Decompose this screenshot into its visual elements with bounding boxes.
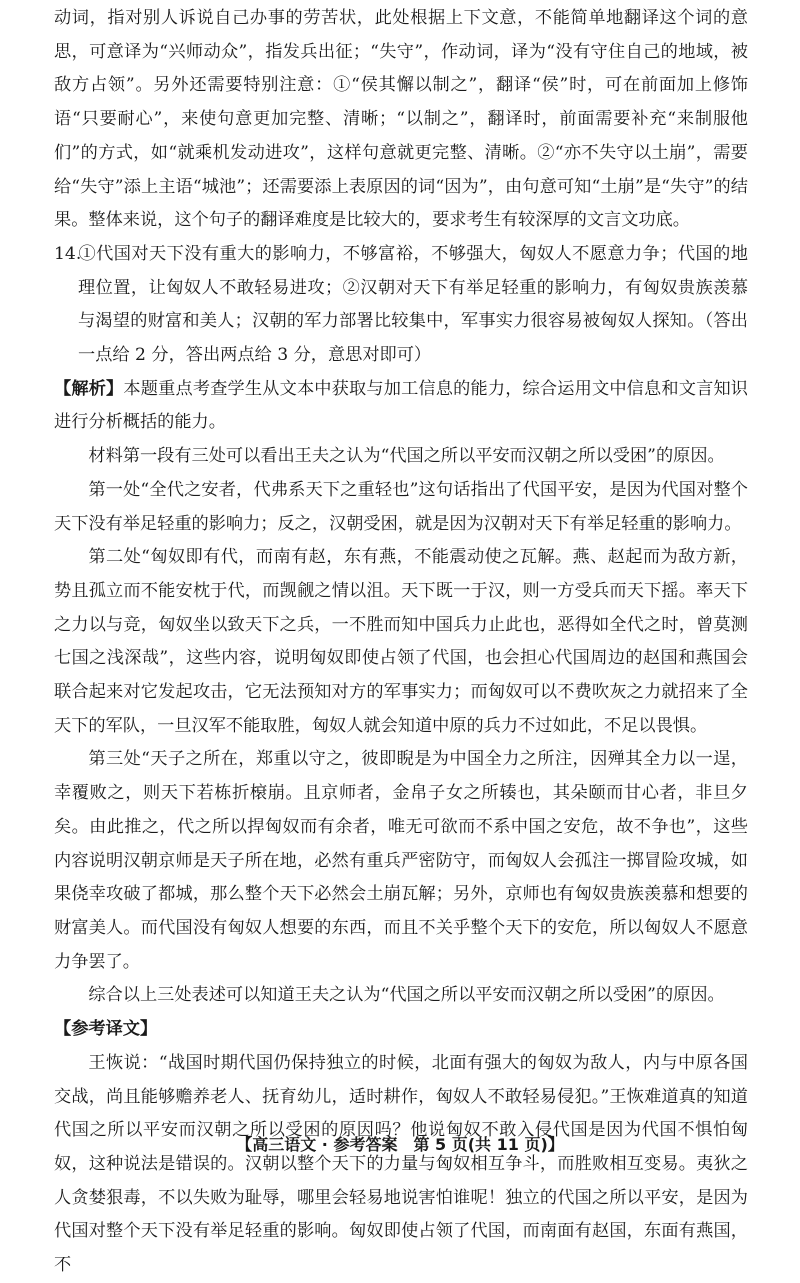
page-content <box>54 2 748 1283</box>
question-14-answer-text: ①代国对天下没有重大的影响力，不够富裕，不够强大，匈奴人不愿意力争；代国的地理位置，让匈奴人不敢轻易进攻；②汉朝对天下有举足轻重的影响力，有匈奴贵族羡慕与渴望的财富和美人；汉朝的军力部署比较集中，军事实力很容易被匈奴人探知。（答出一点给 2 分，答出两点给 3 分，意思对即可） <box>78 243 748 366</box>
analysis-text: 本题重点考查学生从文本中获取与加工信息的能力，综合运用文中信息和文言知识进行分析概括的能力。 <box>54 378 748 433</box>
analysis-label: 【解析】 <box>54 378 124 399</box>
analysis-point-1: 第一处“全代之安者，代弗系天下之重轻也”这句话指出了代国平安，是因为代国对整个天下没有举足轻重的影响力；反之，汉朝受困，就是因为汉朝对天下有举足轻重的影响力。 <box>54 479 748 534</box>
translation-heading <box>54 1013 748 1047</box>
question-number: 14. <box>54 243 82 264</box>
analysis-intro: 材料第一段有三处可以看出王夫之认为“代国之所以平安而汉朝之所以受困”的原因。 <box>88 446 725 467</box>
translation-paragraph: 王恢说：“战国时期代国仍保持独立的时候，北面有强大的匈奴为敌人，内与中原各国交战，尚且能够赡养老人、抚育幼儿，适时耕作，匈奴人不敢轻易侵犯。”王恢难道真的知道代国之所以平安而汉朝之所以受困的原因吗？他说匈奴不敢入侵代国是因为代国不惧怕匈奴，这种说法是错误的。汉朝以整个天下的力量与匈奴相互争斗，而胜败相互变易。夷狄之人贪婪狠毒，不以失败为耻辱，哪里会轻易地说害怕谁呢！独立的代国之所以平安，是因为代国对整个天下没有举足轻重的影响。匈奴即使占领了代国，而南面有赵国，东面有燕国，不 <box>54 1052 748 1276</box>
translation-label: 【参考译文】 <box>54 1019 158 1040</box>
analysis-paragraph <box>54 373 748 440</box>
question-14-answer <box>54 238 748 373</box>
analysis-point-3: 第三处“天子之所在，郑重以守之，彼即睨是为中国全力之所注，因殚其全力以一逞，幸覆败之，则天下若栋折榱崩。且京师者，金帛子女之所辏也，其朵颐而甘心者，非旦夕矣。由此推之，代之所以捍匈奴而有余者，唯无可欲而不系中国之安危，故不争也”，这些内容说明汉朝京师是天子所在地，必然有重兵严密防守，而匈奴人会孤注一掷冒险攻城，如果侥幸攻破了都城，那么整个天下必然会土崩瓦解；另外，京师也有匈奴贵族羡慕和想要的财富美人。而代国没有匈奴人想要的东西，而且不关乎整个天下的安危，所以匈奴人不愿意力争罢了。 <box>54 749 748 972</box>
page-footer: 【高三语文 · 参考答案 第 5 页(共 11 页)】 <box>236 1135 564 1154</box>
analysis-summary: 综合以上三处表述可以知道王夫之认为“代国之所以平安而汉朝之所以受困”的原因。 <box>88 985 725 1006</box>
analysis-point-2: 第二处“匈奴即有代，而南有赵，东有燕，不能震动使之瓦解。燕、赵起而为敌方新，势且孤立而不能安枕于代，而觊觎之情以沮。天下既一于汉，则一方受兵而天下摇。率天下之力以与竞，匈奴坐以致天下之兵，一不胜而知中国兵力止此也，恶得如全代之时，曾莫测七国之浅深哉”，这些内容，说明匈奴即使占领了代国，也会担心代国周边的赵国和燕国会联合起来对它发起攻击，它无法预知对方的军事实力；而匈奴可以不费吹灰之力就招来了全天下的军队，一旦汉军不能取胜，匈奴人就会知道中原的兵力不过如此，不足以畏惧。 <box>54 547 748 736</box>
translation-note-paragraph: 动词，指对别人诉说自己办事的劳苦状，此处根据上下文意，不能简单地翻译这个词的意思，可意译为“兴师动众”，指发兵出征；“失守”，作动词，译为“没有守住自己的地域，被敌方占领”。另外还需要特别注意：①“侯其懈以制之”，翻译“侯”时，可在前面加上修饰语“只要耐心”，来使句意更加完整、清晰；“以制之”，翻译时，前面需要补充“来制服他们”的方式，如“就乘机发动进攻”，这样句意就更完整、清晰。②“亦不失守以土崩”，需要给“失守”添上主语“城池”；还需要添上表原因的词“因为”，由句意可知“土崩”是“失守”的结果。整体来说，这个句子的翻译难度是比较大的，要求考生有较深厚的文言文功底。 <box>54 8 748 231</box>
